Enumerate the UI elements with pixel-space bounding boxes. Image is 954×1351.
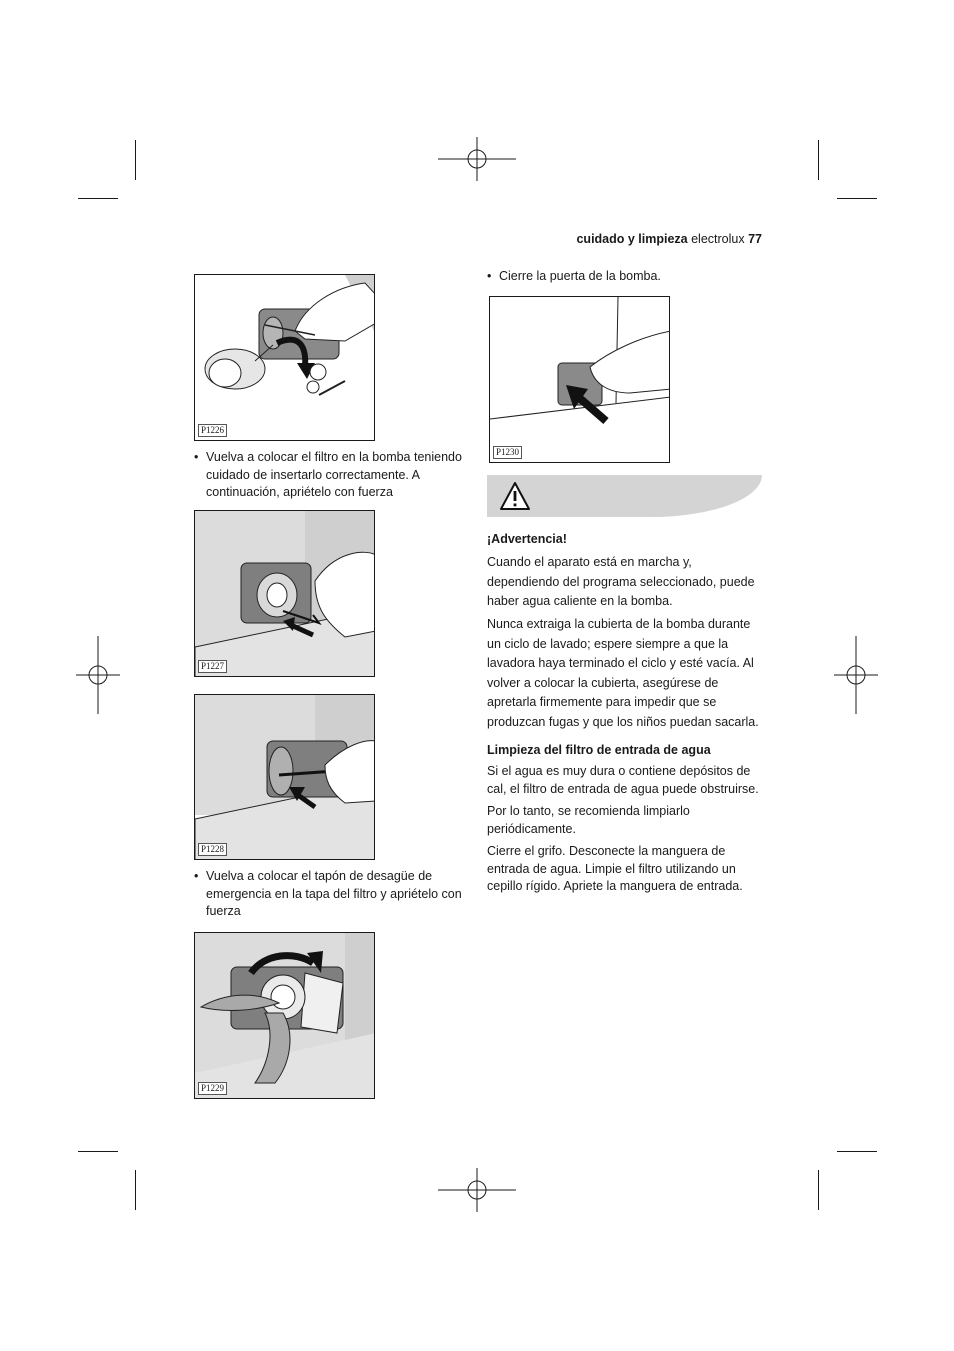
warning-paragraph-1: Cuando el aparato está en marcha y, dependiendo del programa seleccionado, puede haber agua caliente en la bomba. <box>487 555 755 608</box>
section-paragraph-1: Si el agua es muy dura o contiene depósitos de cal, el filtro de entrada de agua puede obstruirse. <box>487 764 759 796</box>
section-paragraph-3: Cierre el grifo. Desconecte la manguera de entrada de agua. Limpie el filtro utilizando un cepillo rígido. Apriete la manguera de entrada. <box>487 844 743 893</box>
warning-paragraph-2: Nunca extraiga la cubierta de la bomba durante un ciclo de lavado; espere siempre a que la lavadora haya terminado el ciclo y esté vacía. Al volver a colocar la cubierta, asegúrese de apretarla firmemente para impedir que se produzcan fugas y que los niños puedan sacarla. <box>487 617 759 729</box>
figure-close-pump-door <box>489 296 670 463</box>
exclamation-triangle-icon <box>499 481 531 511</box>
page-number: 77 <box>748 232 762 246</box>
registration-mark-bottom-icon <box>436 1168 518 1212</box>
bullet-text: Vuelva a colocar el tapón de desagüe de emergencia en la tapa del filtro y apriételo con fuerza <box>206 869 462 918</box>
figure-label: P1230 <box>493 446 522 459</box>
registration-mark-right-icon <box>834 634 878 716</box>
header-section: cuidado y limpieza <box>576 232 688 246</box>
header-brand: electrolux <box>691 232 745 246</box>
bullet-dot: • <box>194 450 199 464</box>
figure-label: P1227 <box>198 660 227 673</box>
page-header <box>470 232 762 246</box>
section-heading: Limpieza del filtro de entrada de agua <box>487 743 711 757</box>
warning-banner <box>487 475 762 517</box>
figure-drain-plug <box>194 694 375 860</box>
registration-mark-top-icon <box>436 137 518 181</box>
warning-heading: ¡Advertencia! <box>487 532 567 546</box>
figure-label: P1229 <box>198 1082 227 1095</box>
registration-mark-left-icon <box>76 634 120 716</box>
figure-label: P1226 <box>198 424 227 437</box>
bullet-dot: • <box>194 869 199 883</box>
figure-filter-tighten <box>194 510 375 677</box>
figure-label: P1228 <box>198 843 227 856</box>
figure-plug-rotate <box>194 932 375 1099</box>
section-paragraph-2: Por lo tanto, se recomienda limpiarlo periódicamente. <box>487 804 690 836</box>
bullet-dot: • <box>487 269 492 283</box>
bullet-text: Vuelva a colocar el filtro en la bomba teniendo cuidado de insertarlo correctamente. A continuación, apriételo con fuerza <box>206 450 462 499</box>
figure-filter-removal <box>194 274 375 441</box>
bullet-text: Cierre la puerta de la bomba. <box>499 269 661 283</box>
